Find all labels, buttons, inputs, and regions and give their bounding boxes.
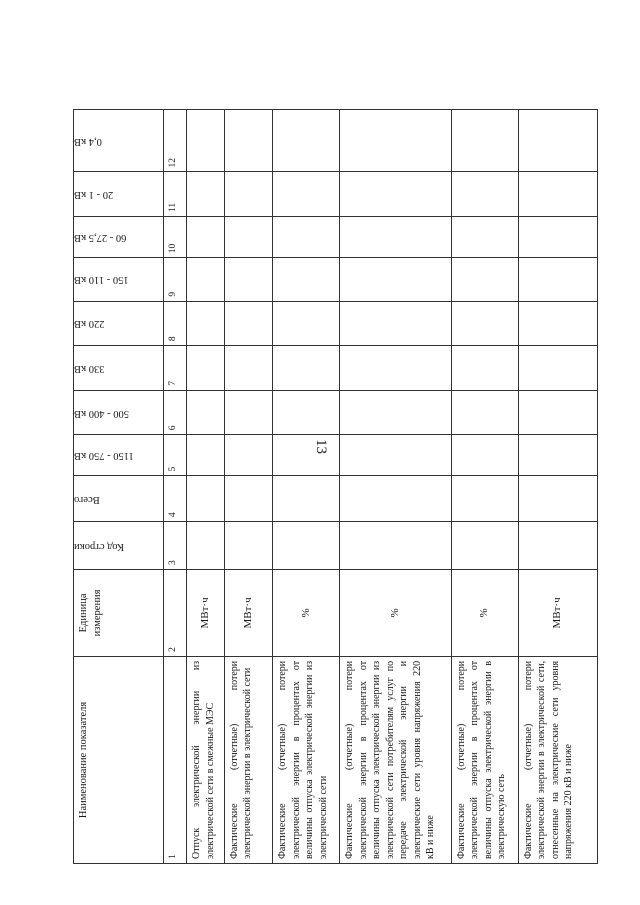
table-cell bbox=[186, 521, 223, 569]
table-cell bbox=[272, 257, 339, 300]
table-cell bbox=[339, 521, 451, 569]
row-name: Отпуск электрической энергии из электрической сети в смежные МЭС bbox=[186, 656, 223, 863]
table-cell bbox=[518, 216, 597, 257]
table-cell bbox=[224, 109, 272, 171]
report-table-container bbox=[73, 109, 598, 864]
table-cell bbox=[272, 301, 339, 346]
table-cell bbox=[451, 390, 518, 435]
table-cell bbox=[186, 390, 223, 435]
table-cell bbox=[518, 345, 597, 390]
table-cell bbox=[339, 345, 451, 390]
table-cell bbox=[518, 171, 597, 216]
table-cell bbox=[186, 257, 223, 300]
header-total: Всего bbox=[73, 475, 163, 521]
table-cell bbox=[224, 345, 272, 390]
column-number: 2 bbox=[163, 569, 186, 656]
table-cell bbox=[339, 301, 451, 346]
table-cell bbox=[186, 434, 223, 475]
table-cell bbox=[518, 301, 597, 346]
table-cell bbox=[272, 345, 339, 390]
table-cell bbox=[518, 434, 597, 475]
table-cell bbox=[451, 171, 518, 216]
table-cell bbox=[272, 216, 339, 257]
table-cell bbox=[518, 390, 597, 435]
page-number: 13 bbox=[313, 439, 329, 454]
row-unit: МВт·ч bbox=[518, 569, 597, 656]
row-name: Фактические (отчетные) потери электрической энергии в процентах от величины отпуска электрической энергии из электрической сети bbox=[272, 656, 339, 863]
column-number: 3 bbox=[163, 521, 186, 569]
table-row bbox=[224, 109, 272, 863]
column-number: 12 bbox=[163, 109, 186, 171]
table-cell bbox=[451, 216, 518, 257]
table-cell bbox=[186, 171, 223, 216]
row-name: Фактические (отчетные) потери электрической энергии в электрической сети bbox=[224, 656, 272, 863]
header-voltage-1150-750: 1150 - 750 кВ bbox=[73, 434, 163, 475]
table-cell bbox=[272, 434, 339, 475]
table-cell bbox=[451, 434, 518, 475]
table-cell bbox=[518, 109, 597, 171]
column-number: 7 bbox=[163, 345, 186, 390]
table-cell bbox=[186, 109, 223, 171]
column-number: 11 bbox=[163, 171, 186, 216]
table-cell bbox=[272, 390, 339, 435]
header-voltage-0-4: 0,4 кВ bbox=[73, 109, 163, 171]
row-unit: МВт·ч bbox=[224, 569, 272, 656]
table-cell bbox=[339, 390, 451, 435]
table-cell bbox=[224, 216, 272, 257]
header-voltage-220: 220 кВ bbox=[73, 301, 163, 346]
table-cell bbox=[186, 216, 223, 257]
table-cell bbox=[339, 257, 451, 300]
header-voltage-330: 330 кВ bbox=[73, 345, 163, 390]
column-number: 5 bbox=[163, 434, 186, 475]
column-number: 9 bbox=[163, 257, 186, 300]
row-name: Фактические (отчетные) потери электрической энергии в электрической сети, отнесенные на электрические сети уровня напряжения 220 кВ и ниже bbox=[518, 656, 597, 863]
column-number: 4 bbox=[163, 475, 186, 521]
column-number-row bbox=[163, 109, 186, 863]
table-cell bbox=[339, 171, 451, 216]
table-cell bbox=[224, 521, 272, 569]
table-cell bbox=[186, 345, 223, 390]
header-voltage-60-27: 60 - 27,5 кВ bbox=[73, 216, 163, 257]
table-cell bbox=[518, 521, 597, 569]
table-cell bbox=[224, 257, 272, 300]
table-cell bbox=[339, 216, 451, 257]
table-row bbox=[186, 109, 223, 863]
header-line-code: Код строки bbox=[73, 521, 163, 569]
table-row bbox=[272, 109, 339, 863]
header-voltage-500-400: 500 - 400 кВ bbox=[73, 390, 163, 435]
table-cell bbox=[451, 475, 518, 521]
table-cell bbox=[339, 109, 451, 171]
table-cell bbox=[518, 475, 597, 521]
table-cell bbox=[186, 475, 223, 521]
row-name: Фактические (отчетные) потери электрической энергии в процентах от величины отпуска электрической энергии в электрическую сеть bbox=[451, 656, 518, 863]
table-cell bbox=[272, 521, 339, 569]
header-unit: Единица измерения bbox=[73, 569, 163, 656]
table-cell bbox=[272, 109, 339, 171]
table-cell bbox=[451, 109, 518, 171]
table-cell bbox=[518, 257, 597, 300]
row-unit: % bbox=[272, 569, 339, 656]
table-cell bbox=[224, 390, 272, 435]
table-cell bbox=[451, 521, 518, 569]
header-row bbox=[73, 109, 163, 863]
header-name: Наименование показателя bbox=[73, 656, 163, 863]
row-unit: МВт·ч bbox=[186, 569, 223, 656]
table-cell bbox=[272, 475, 339, 521]
table-cell bbox=[272, 171, 339, 216]
column-number: 1 bbox=[163, 656, 186, 863]
row-name: Фактические (отчетные) потери электрической энергии в процентах от величины отпуска электрической энергии из электрической сети потребителям услуг по передаче электрической энергии и электрические сети уровня напряжения 220 кВ и ниже bbox=[339, 656, 451, 863]
report-table bbox=[73, 109, 598, 864]
row-unit: % bbox=[339, 569, 451, 656]
table-cell bbox=[224, 301, 272, 346]
table-cell bbox=[339, 434, 451, 475]
header-voltage-20-1: 20 - 1 кВ bbox=[73, 171, 163, 216]
table-cell bbox=[451, 301, 518, 346]
row-unit: % bbox=[451, 569, 518, 656]
table-cell bbox=[451, 257, 518, 300]
table-cell bbox=[224, 434, 272, 475]
column-number: 8 bbox=[163, 301, 186, 346]
table-cell bbox=[339, 475, 451, 521]
table-row bbox=[451, 109, 518, 863]
table-cell bbox=[224, 475, 272, 521]
table-cell bbox=[186, 301, 223, 346]
column-number: 10 bbox=[163, 216, 186, 257]
table-row bbox=[518, 109, 597, 863]
header-voltage-150-110: 150 - 110 кВ bbox=[73, 257, 163, 300]
table-cell bbox=[224, 171, 272, 216]
column-number: 6 bbox=[163, 390, 186, 435]
table-cell bbox=[451, 345, 518, 390]
table-row bbox=[339, 109, 451, 863]
